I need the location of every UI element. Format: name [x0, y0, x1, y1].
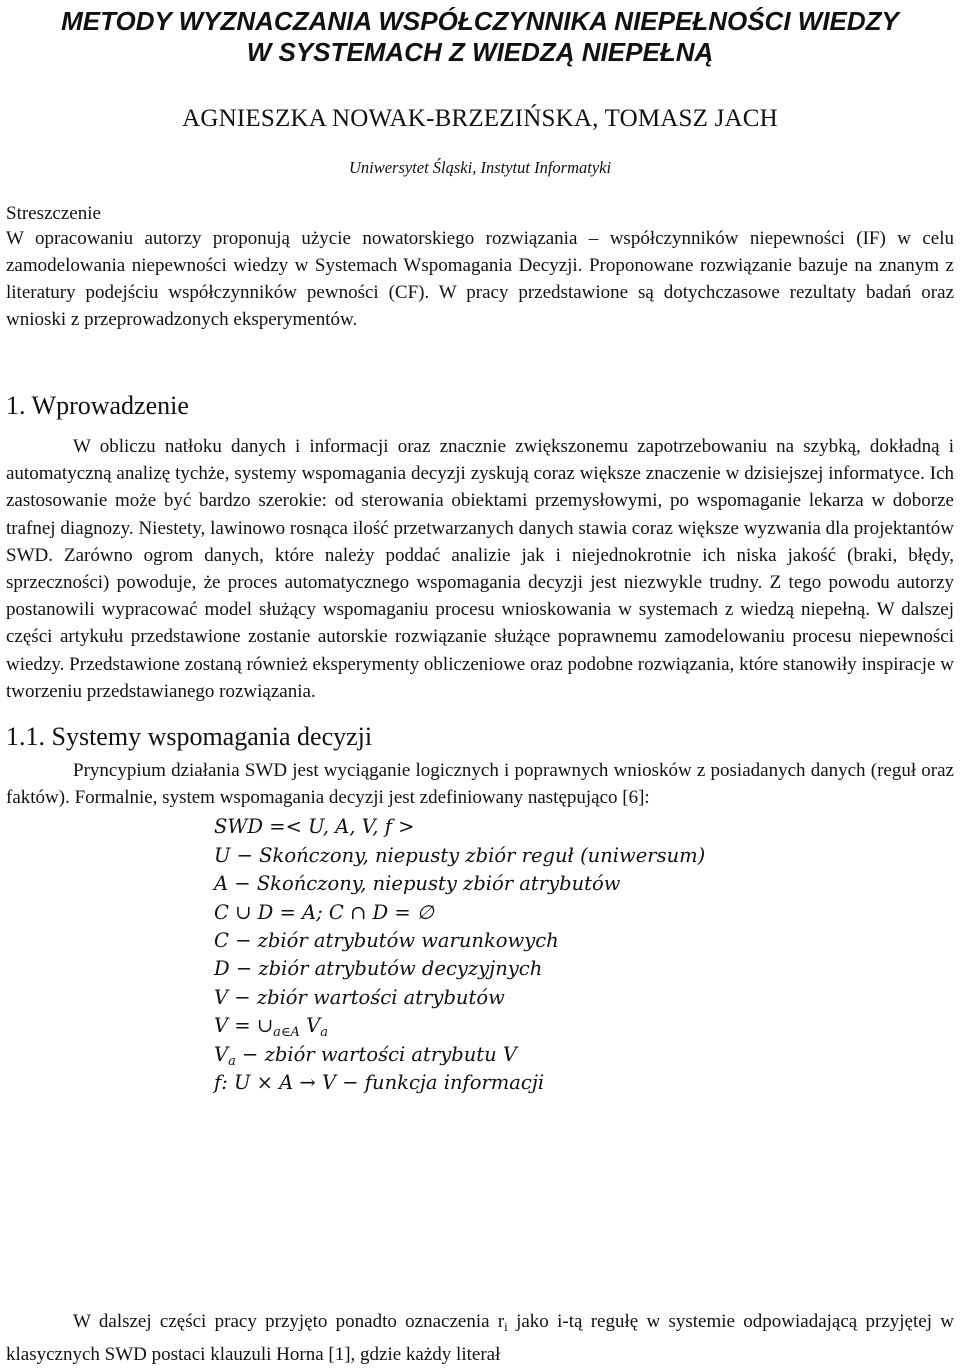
section-heading-1-1: 1.1. Systemy wspomagania decyzji [6, 722, 373, 752]
union-v-subscript: a [320, 1025, 328, 1041]
paper-title [6, 6, 954, 68]
abstract-text: W opracowaniu autorzy proponują użycie nowatorskiego rozwiązania – współczynników niepewności (IF) w celu zamodelowania niepewności wiedzy w Systemach Wspomagania Decyzji. Proponowane rozwiązanie bazuje na znanym z literatury podejściu współczynników pewności (CF). W pracy przedstawione są dotychczasowe rezultaty badań oraz wnioski z przeprowadzonych eksperymentów. [6, 228, 954, 330]
definition-va [214, 1041, 954, 1069]
definition-cd: C ∪ D = A; C ∩ D = ∅ [214, 900, 434, 924]
va-text: − zbiór wartości atrybutu V [235, 1042, 517, 1066]
closing-end: jako i-tą regułę w systemie odpowiadającą przyjętej w klasycznych SWD postaci klauzuli Horna [1], gdzie każdy literał [6, 1311, 954, 1365]
va-subscript: a [228, 1053, 236, 1069]
definition-f: f: U × A → V − funkcja informacji [214, 1070, 545, 1094]
union-expr: V = ∪ [214, 1014, 274, 1038]
section-1-1-paragraph: Pryncypium działania SWD jest wyciąganie logicznych i poprawnych wniosków z posiadanych danych (reguł oraz faktów). Formalnie, system wspomagania decyzji jest zdefiniowany następująco [6]: [6, 760, 954, 809]
closing-subscript: i [504, 1319, 508, 1334]
definition-list [214, 813, 954, 1097]
affiliation: Uniwersytet Śląski, Instytut Informatyki [348, 158, 612, 177]
definition-u: U − Skończony, niepusty zbiór reguł (uniwersum) [214, 843, 706, 867]
section-1-body [6, 433, 954, 705]
definition-v-union [214, 1012, 954, 1040]
union-v: V [306, 1014, 321, 1038]
section-heading-1: 1. Wprowadzenie [6, 391, 189, 420]
definition-a: A − Skończony, niepusty zbiór atrybutów [214, 872, 621, 896]
title-line-2: W SYSTEMACH Z WIEDZĄ NIEPEŁNĄ [246, 37, 714, 67]
abstract-heading: Streszczenie [6, 203, 101, 224]
closing-paragraph [6, 1308, 954, 1369]
definition-d: D − zbiór atrybutów decyzyjnych [214, 957, 543, 981]
closing-text [6, 1308, 954, 1369]
section-1-paragraph: W obliczu natłoku danych i informacji oraz znacznie zwiększonemu zapotrzebowaniu na szybką, dokładną i automatyczną analizę tychże, systemy wspomagania decyzji zyskują coraz większe znaczenie w dzisiejszej informatyce. Ich zastosowanie może być bardzo szerokie: od sterowania obiektami przemysłowymi, po wspomaganie lekarza w doborze trafnej diagnozy. Niestety, lawinowo rosnąca ilość przetwarzanych danych stawia coraz większe wyzwania dla projektantów SWD. Zarówno ogrom danych, które należy poddać analizie jak i niejednokrotnie ich niska jakość (braki, błędy, sprzeczności) powoduje, że proces automatycznego wspomagania decyzji jest niezwykle trudny. Z tego powodu autorzy postanowili wypracować model służący wspomaganiu procesu wnioskowania w systemach z wiedzą niepełną. W dalszej części artykułu przedstawione zostanie autorskie rozwiązanie służące poprawnemu zamodelowaniu procesu niepewności wiedzy. Przedstawione zostaną również eksperymenty obliczeniowe oraz podobne rozwiązania, które stanowiły inspiracje w tworzeniu przedstawianego rozwiązania. [6, 436, 954, 702]
title-line-1: METODY WYZNACZANIA WSPÓŁCZYNNIKA NIEPEŁNOŚCI WIEDZY [61, 6, 899, 36]
document-page [6, 0, 954, 1097]
abstract [6, 202, 954, 333]
definition-swd: SWD =< U, A, V, f > [214, 815, 415, 839]
definition-c: C − zbiór atrybutów warunkowych [214, 929, 559, 952]
authors: AGNIESZKA NOWAK-BRZEZIŃSKA, TOMASZ JACH [182, 105, 778, 132]
section-1-1-body [6, 757, 954, 811]
va-symbol: V [214, 1042, 229, 1066]
union-subscript: a∈A [273, 1025, 300, 1041]
closing-start: W dalszej części pracy przyjęto ponadto oznaczenia r [73, 1311, 505, 1332]
definition-v: V − zbiór wartości atrybutów [214, 985, 505, 1009]
